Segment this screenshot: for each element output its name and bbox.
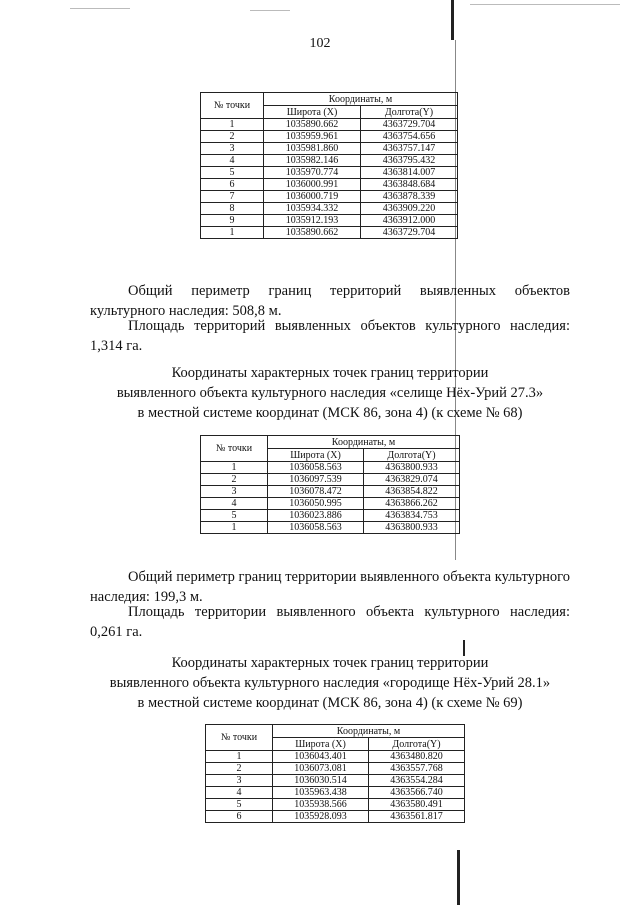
cell-lat: 1036043.401 bbox=[273, 751, 369, 763]
col-header-coords: Координаты, м bbox=[264, 93, 458, 106]
cell-point: 3 bbox=[201, 486, 268, 498]
table-row bbox=[201, 522, 460, 534]
table-row bbox=[206, 799, 465, 811]
coordinates-table-2 bbox=[200, 435, 460, 534]
cell-point: 1 bbox=[201, 522, 268, 534]
heading-line: выявленного объекта культурного наследия «селище Нёх-Урий 27.3» bbox=[116, 385, 544, 401]
cell-lon: 4363557.768 bbox=[369, 763, 465, 775]
scan-fold-line bbox=[451, 0, 454, 40]
scan-artifact-top bbox=[470, 4, 620, 5]
table-row bbox=[201, 227, 458, 239]
cell-point: 2 bbox=[206, 763, 273, 775]
col-header-lon: Долгота(Y) bbox=[369, 738, 465, 751]
scan-artifact-top bbox=[250, 10, 290, 11]
cell-lat: 1036030.514 bbox=[273, 775, 369, 787]
cell-lat: 1035959.961 bbox=[264, 131, 361, 143]
cell-point: 4 bbox=[201, 498, 268, 510]
cell-lat: 1035890.662 bbox=[264, 119, 361, 131]
cell-lat: 1035981.860 bbox=[264, 143, 361, 155]
cell-lon: 4363848.684 bbox=[361, 179, 458, 191]
cell-lon: 4363754.656 bbox=[361, 131, 458, 143]
table-row bbox=[201, 155, 458, 167]
col-header-coords: Координаты, м bbox=[273, 725, 465, 738]
cell-point: 8 bbox=[201, 203, 264, 215]
coordinates-table-3 bbox=[205, 724, 465, 823]
area-text-2: Площадь территории выявленного объекта культурного наследия: 0,261 га. bbox=[90, 604, 570, 640]
cell-lat: 1036097.539 bbox=[268, 474, 364, 486]
cell-lon: 4363814.007 bbox=[361, 167, 458, 179]
cell-point: 1 bbox=[201, 119, 264, 131]
cell-lon: 4363800.933 bbox=[364, 522, 460, 534]
cell-lat: 1035912.193 bbox=[264, 215, 361, 227]
cell-point: 6 bbox=[206, 811, 273, 823]
cell-point: 4 bbox=[201, 155, 264, 167]
col-header-lat: Широта (X) bbox=[273, 738, 369, 751]
cell-point: 1 bbox=[201, 462, 268, 474]
section-heading-2 bbox=[90, 363, 570, 423]
cell-lat: 1036058.563 bbox=[268, 522, 364, 534]
heading-line: в местной системе координат (МСК 86, зона 4) (к схеме № 69) bbox=[137, 695, 523, 711]
table-row bbox=[201, 179, 458, 191]
table-row bbox=[201, 474, 460, 486]
cell-point: 2 bbox=[201, 474, 268, 486]
page-number: 102 bbox=[309, 36, 331, 51]
col-header-lon: Долгота(Y) bbox=[361, 106, 458, 119]
table-row bbox=[201, 203, 458, 215]
cell-lon: 4363480.820 bbox=[369, 751, 465, 763]
cell-lat: 1035938.566 bbox=[273, 799, 369, 811]
cell-point: 3 bbox=[201, 143, 264, 155]
table-row bbox=[201, 215, 458, 227]
cell-lon: 4363566.740 bbox=[369, 787, 465, 799]
cell-lon: 4363729.704 bbox=[361, 119, 458, 131]
heading-line: Координаты характерных точек границ территории bbox=[171, 655, 489, 671]
cell-lon: 4363912.000 bbox=[361, 215, 458, 227]
cell-lon: 4363561.817 bbox=[369, 811, 465, 823]
cell-lon: 4363729.704 bbox=[361, 227, 458, 239]
table-row bbox=[206, 763, 465, 775]
cell-point: 1 bbox=[206, 751, 273, 763]
coordinates-table-1 bbox=[200, 92, 458, 239]
cell-lon: 4363580.491 bbox=[369, 799, 465, 811]
table-row bbox=[201, 498, 460, 510]
cell-lon: 4363795.432 bbox=[361, 155, 458, 167]
cell-point: 1 bbox=[201, 227, 264, 239]
cell-point: 7 bbox=[201, 191, 264, 203]
cell-lat: 1036000.991 bbox=[264, 179, 361, 191]
col-header-lon: Долгота(Y) bbox=[364, 449, 460, 462]
table-row bbox=[201, 462, 460, 474]
cell-lat: 1035890.662 bbox=[264, 227, 361, 239]
cell-point: 9 bbox=[201, 215, 264, 227]
heading-line: Координаты характерных точек границ территории bbox=[171, 365, 489, 381]
cell-lon: 4363554.284 bbox=[369, 775, 465, 787]
table-row bbox=[201, 510, 460, 522]
table-row bbox=[206, 811, 465, 823]
cell-point: 6 bbox=[201, 179, 264, 191]
cell-lat: 1036078.472 bbox=[268, 486, 364, 498]
perimeter-text-1: Общий периметр границ территорий выявленных объектов культурного наследия: 508,8 м. bbox=[90, 283, 570, 319]
table-row bbox=[206, 751, 465, 763]
perimeter-text-2: Общий периметр границ территории выявленного объекта культурного наследия: 199,3 м. bbox=[90, 569, 570, 605]
table-row bbox=[206, 787, 465, 799]
col-header-coords: Координаты, м bbox=[268, 436, 460, 449]
cell-point: 5 bbox=[201, 167, 264, 179]
cell-lon: 4363878.339 bbox=[361, 191, 458, 203]
scan-fold-line bbox=[457, 850, 460, 905]
col-header-lat: Широта (X) bbox=[264, 106, 361, 119]
scan-artifact-top bbox=[70, 8, 130, 9]
cell-lat: 1035982.146 bbox=[264, 155, 361, 167]
cell-lon: 4363866.262 bbox=[364, 498, 460, 510]
table-row bbox=[201, 131, 458, 143]
table-row bbox=[201, 486, 460, 498]
cell-lon: 4363757.147 bbox=[361, 143, 458, 155]
table-row bbox=[201, 191, 458, 203]
cell-point: 4 bbox=[206, 787, 273, 799]
cell-lat: 1036058.563 bbox=[268, 462, 364, 474]
col-header-lat: Широта (X) bbox=[268, 449, 364, 462]
heading-line: в местной системе координат (МСК 86, зона 4) (к схеме № 68) bbox=[137, 405, 523, 421]
heading-line: выявленного объекта культурного наследия «городище Нёх-Урий 28.1» bbox=[109, 675, 551, 691]
cell-lon: 4363800.933 bbox=[364, 462, 460, 474]
cell-lat: 1036000.719 bbox=[264, 191, 361, 203]
table-row bbox=[201, 143, 458, 155]
table-row bbox=[206, 775, 465, 787]
cell-lat: 1036023.886 bbox=[268, 510, 364, 522]
cell-lon: 4363854.822 bbox=[364, 486, 460, 498]
col-header-point: № точки bbox=[201, 436, 268, 462]
table-row bbox=[201, 167, 458, 179]
cell-point: 2 bbox=[201, 131, 264, 143]
section-heading-3 bbox=[90, 653, 570, 713]
cell-point: 5 bbox=[201, 510, 268, 522]
col-header-point: № точки bbox=[206, 725, 273, 751]
cell-lat: 1036050.995 bbox=[268, 498, 364, 510]
table-row bbox=[201, 119, 458, 131]
col-header-point: № точки bbox=[201, 93, 264, 119]
cell-point: 5 bbox=[206, 799, 273, 811]
cell-lon: 4363829.074 bbox=[364, 474, 460, 486]
cell-point: 3 bbox=[206, 775, 273, 787]
cell-lat: 1035970.774 bbox=[264, 167, 361, 179]
cell-lat: 1035934.332 bbox=[264, 203, 361, 215]
cell-lat: 1035963.438 bbox=[273, 787, 369, 799]
area-text-1: Площадь территорий выявленных объектов культурного наследия: 1,314 га. bbox=[90, 318, 570, 354]
cell-lon: 4363909.220 bbox=[361, 203, 458, 215]
cell-lat: 1035928.093 bbox=[273, 811, 369, 823]
cell-lat: 1036073.081 bbox=[273, 763, 369, 775]
cell-lon: 4363834.753 bbox=[364, 510, 460, 522]
